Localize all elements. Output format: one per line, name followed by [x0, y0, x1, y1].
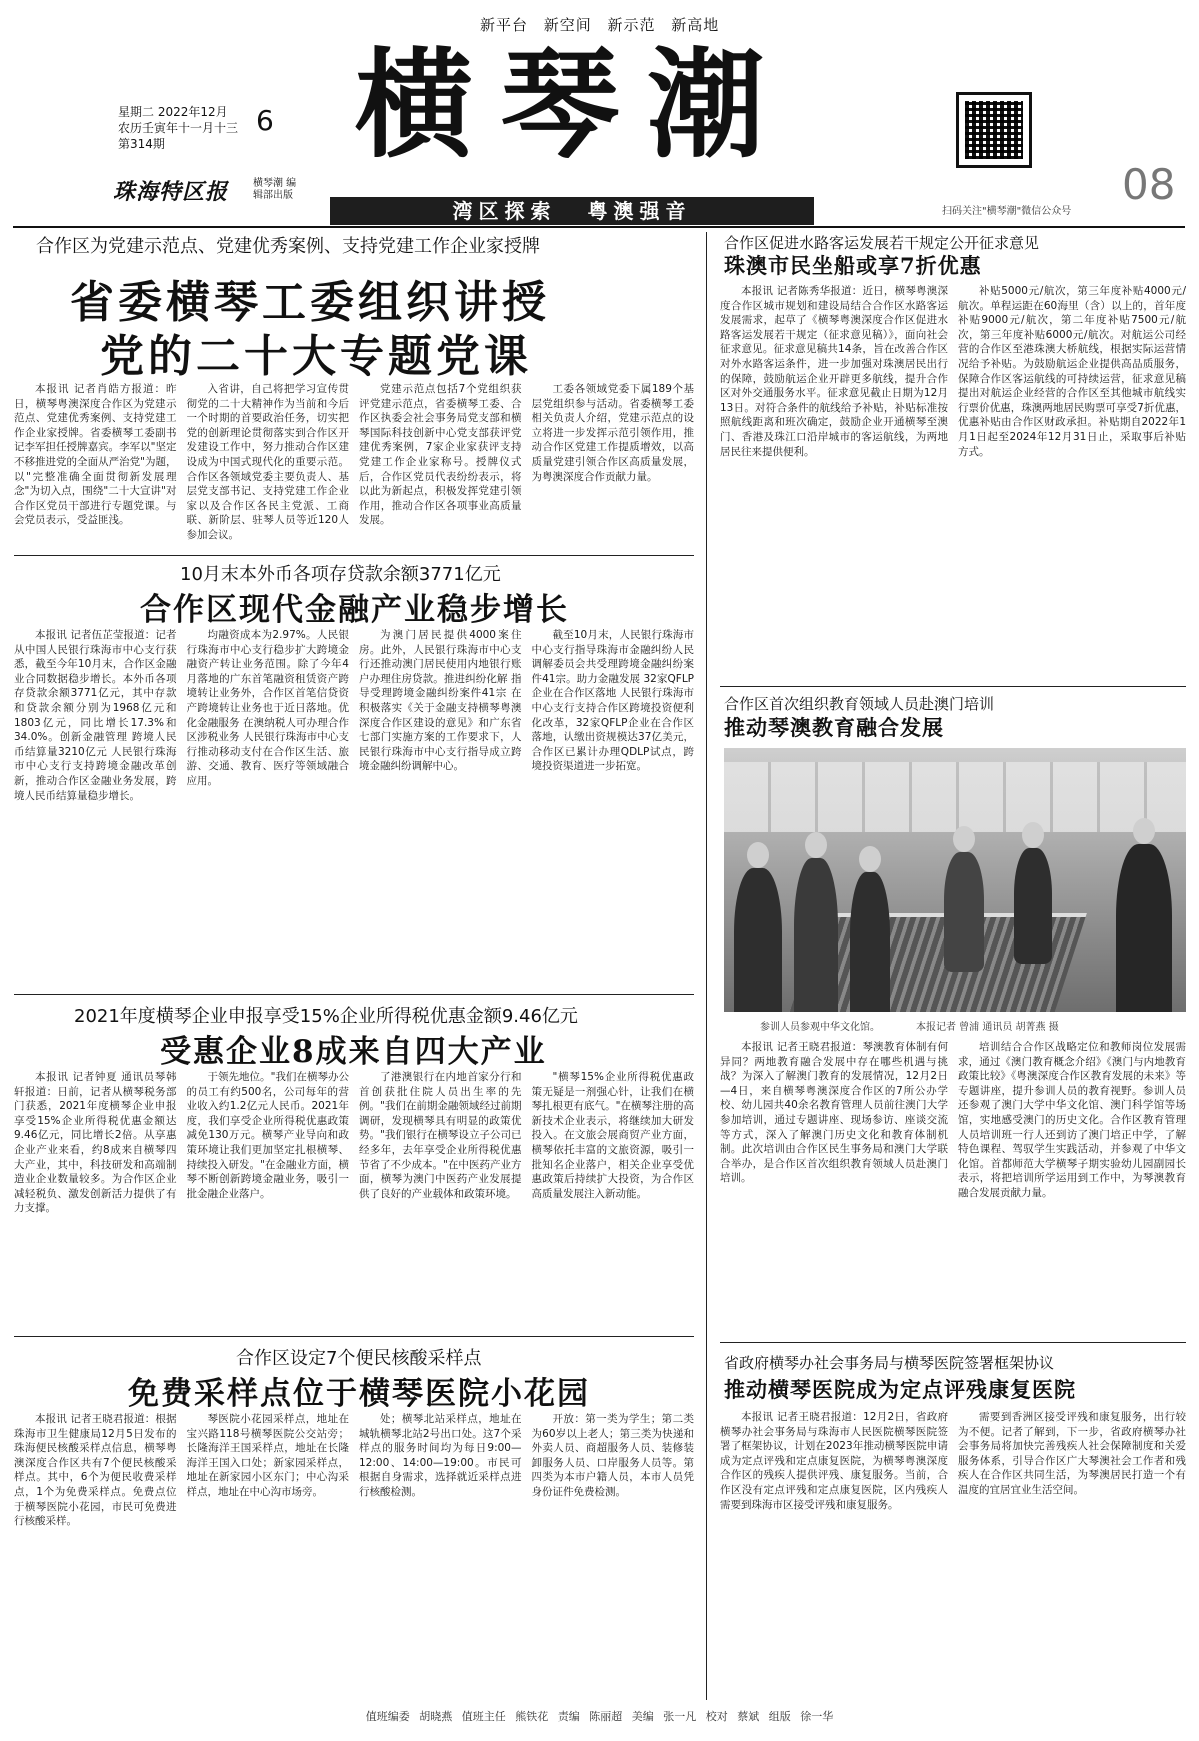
article-kicker: 合作区首次组织教育领域人员赴澳门培训 — [724, 695, 995, 713]
footer-credits: 值班编委 胡晓燕 值班主任 熊铁花 责编 陈丽超 美编 张一凡 校对 蔡斌 组版 徐一华 — [365, 1710, 834, 1723]
article-kicker: 10月末本外币各项存贷款余额3771亿元 — [180, 564, 501, 585]
masthead-divider — [13, 226, 1185, 228]
article-body — [14, 1070, 694, 1330]
article-column: "横琴15%企业所得税优惠政策无疑是一剂强心针，让我们在横琴扎根更有底气。"在横琴注册的高新技术企业表示，将继续加大研发投入。在文旅会展商贸产业方面，横琴依托丰富的文旅资源，吸引一批知名企业落户，相关企业享受优惠政策后持续扩大投资，为合作区高质量发展注入新动能。 — [531, 1071, 694, 1200]
article-column: 开放：第一类为学生；第二类为60岁以上老人；第三类为快递和外卖人员、商超服务人员、装修装卸服务人员、口岸服务人员等。第四类为本市户籍人员，本市人员凭身份证件免费检测。 — [531, 1413, 694, 1498]
qr-code-icon[interactable] — [956, 92, 1032, 168]
article-headline: 推动琴澳教育融合发展 — [724, 715, 944, 740]
article-divider — [14, 555, 694, 556]
brand-subtitle: 横琴潮 编辑部出版 — [253, 178, 297, 201]
article-column: 截至10月末，人民银行珠海市中心支行指导珠海市金融纠纷人民调解委员会共受理跨境金融纠纷案件41宗。助力金融发展 32家QFLP企业在合作区落地 人民银行珠海市中心支行支持合作区跨境投资便利化改革，32家QFLP企业在合作区落地，认缴出资规模达37亿美元，合作区已累计办理QDLP试点，跨境投资渠道进一步拓宽。 — [531, 629, 694, 773]
article-column: 了港澳银行在内地首家分行和首创获批住院人员出生率的先例。"我们在前期金融领域经过前期调研，发现横琴具有明显的政策优势。"我们银行在横琴设立子公司已经多年，去年享受企业所得税优惠节省了不少成本。"在中医药产业方面，横琴为澳门中医药产业发展提供了良好的产业载体和政策环境。 — [359, 1071, 522, 1200]
article-body — [720, 1410, 1186, 1702]
article-column: 于领先地位。"我们在横琴办公的员工有约500名，公司每年的营业收入约1.2亿元人民币。2021年度，我们享受企业所得税优惠政策减免130万元。横琴产业导向和政策环境让我们更加坚定扎根横琴、持续投入研发。"在金融业方面，横琴不断创新跨境金融业务，吸引一批金融企业落户。 — [186, 1071, 349, 1200]
article-column: 培训结合合作区战略定位和教师岗位发展需求，通过《澳门教育概念介绍》《澳门与内地教育政策比较》《粤澳深度合作区教育发展的未来》等专题讲座，提升参训人员的教育视野。参训人员还参观了澳门大学中华文化馆、澳门科学馆等场馆，实地感受澳门的历史文化。合作区教育管理人员培训班一行人还到访了澳门培正中学，了解特色课程、驾驭学生实践活动，并参观了中华文化馆。首都师范大学横琴子期实验幼儿园副园长表示，将把培训所学运用到工作中，为琴澳教育融合发展贡献力量。 — [958, 1041, 1186, 1199]
article-headline: 珠澳市民坐船或享7折优惠 — [724, 253, 982, 278]
article-column: 需要到香洲区接受评残和康复服务，出行较为不便。记者了解到，下一步，省政府横琴办社会事务局将加快完善残疾人社会保障制度和关爱服务体系，引导合作区广大琴澳社会工作者和残疾人在合作区共同生活，为琴澳居民打造一个有温度的宜居宜业生活空间。 — [958, 1411, 1186, 1496]
article-body — [720, 1040, 1186, 1332]
article-divider — [14, 1336, 694, 1337]
brand-logo: 珠海特区报 — [113, 179, 229, 205]
article-photo — [724, 748, 1186, 1012]
article-headline: 推动横琴医院成为定点评残康复医院 — [724, 1377, 1076, 1402]
masthead-slogan: 新平台 新空间 新示范 新高地 — [480, 16, 720, 34]
article-kicker: 省政府横琴办社会事务局与横琴医院签署框架协议 — [724, 1354, 1055, 1372]
day-number: 6 — [256, 104, 274, 137]
weekday-date: 星期二 2022年12月 — [118, 105, 228, 119]
page-number: 08 — [1122, 160, 1176, 209]
article-column: 均融资成本为2.97%。人民银行珠海市中心支行稳步扩大跨境金融资产转让业务范围。除了今年4月落地的广东首笔融资租赁资产跨境转让业务外，合作区首笔信贷资产跨境转让业务也于近日落地。优化金融服务 在澳纳税人可办理合作区涉税业务 人民银行珠海市中心支行推动移动支付在合作区生活、旅游、交通、教育、医疗等领域融合应用。 — [186, 629, 349, 787]
article-headline: 党的二十大专题党课 — [100, 331, 532, 382]
date-info — [118, 104, 274, 152]
article-kicker: 合作区为党建示范点、党建优秀案例、支持党建工作企业家授牌 — [36, 236, 540, 257]
article-divider — [720, 1342, 1186, 1343]
issue-number: 第314期 — [118, 137, 165, 151]
article-column: 本报讯 记者肖皓方报道：昨日，横琴粤澳深度合作区为党建示范点、党建优秀案例、支持党建工作企业家授牌。省委横琴工委副书记李军担任授牌嘉宾。李军以"坚定不移推进党的全面从严治党"为题，以"完整准确全面贯彻新发展理念"为切入点，围绕"二十大宣讲"对合作区党员干部进行专题党课。与会党员表示，受益匪浅。 — [14, 383, 177, 527]
section-divider — [706, 232, 707, 1700]
article-column: 补贴5000元/航次，第三年度补贴4000元/航次。单程运距在60海里（含）以上的，首年度补贴9000元/航次，第二年度补贴7500元/航次，第三年度补贴6000元/航次。对航运公司经营的合作区至港珠澳大桥航线，根据实际运营情况给予补贴。为鼓励航运企业提供高品质服务，保障合作区客运航线的可持续运营，征求意见稿提出对航运企业经营的合作区至其他城市航线实行票价优惠，珠澳两地居民购票可享受7折优惠，优惠补贴由合作区财政承担。补贴期自2022年1月1日起至2024年12月31日止，采取事后补贴方式。 — [958, 285, 1186, 458]
article-divider — [720, 686, 1186, 687]
article-column: 本报讯 记者陈秀华报道：近日，横琴粤澳深度合作区城市规划和建设局结合合作区水路客运发展需求，起草了《横琴粤澳深度合作区促进水路客运发展若干规定（征求意见稿）》，面向社会征求意见。征求意见稿共14条，旨在改善合作区对外水路客运条件，进一步加强对珠澳居民出行的保障，鼓励航运企业开辟更多航线，提升合作区对外交通服务水平。征求意见截止日期为12月13日。对符合条件的航线给予补贴，补贴标准按照航线距离和班次确定，鼓励企业开通横琴至澳门、香港及珠江口沿岸城市的客运航线，为两地居民往来提供便利。 — [720, 285, 948, 458]
article-headline: 免费采样点位于横琴医院小花园 — [128, 1376, 590, 1412]
masthead-banner: 湾区探索 粤澳强音 — [330, 197, 814, 225]
article-column: 入省讲，自己将把学习宣传贯彻党的二十大精神作为当前和今后一个时期的首要政治任务，切实把党的创新理论贯彻落实到合作区开发建设工作中，努力推动合作区建设成为中国式现代化的重要示范。合作区各领域党委主要负责人、基层党支部书记、支持党建工作企业家以及合作区各民主党派、工商联、新阶层、驻琴人员等近120人参加会议。 — [186, 383, 349, 541]
qr-caption: 扫码关注"横琴潮"微信公众号 — [942, 206, 1072, 217]
article-column: 本报讯 记者伍芷莹报道：记者从中国人民银行珠海市中心支行获悉，截至今年10月末，合作区金融业合同数据稳步增长。本外币各项存贷款余额3771亿元，其中存款和贷款余额分别为1968亿元和1803亿元，同比增长17.3%和34.0%。创新金融管理 跨境人民币结算量3210亿元 人民银行珠海市中心支行支持跨境金融改革创新，推动合作区金融业务发展，跨境人民币结算量稳步增长。 — [14, 629, 177, 802]
lunar-date: 农历壬寅年十一月十三 — [118, 121, 239, 135]
article-divider — [14, 994, 694, 995]
article-headline: 合作区现代金融产业稳步增长 — [140, 592, 569, 628]
masthead — [0, 0, 1199, 228]
article-column: 党建示范点包括7个党组织获评党建示范点，省委横琴工委、合作区执委会社会事务局党支部和横琴国际科技创新中心党支部获评党建优秀案例，7家企业家获评支持党建工作企业家称号。授牌仪式后，合作区党员代表纷纷表示，将以此为新起点，积极发挥党建引领作用，推动合作区各项事业高质量发展。 — [359, 383, 522, 527]
article-column: 为澳门居民提供4000案住房。此外，人民银行珠海市中心支行还推动澳门居民使用内地银行账户办理住房贷款。推进纠纷化解 指导受理跨境金融纠纷案件41宗 在积极落实《关于金融支持横琴粤澳深度合作区建设的意见》和广东省七部门实施方案的工作要求下，人民银行珠海市中心支行指导成立跨境金融纠纷调解中心。 — [359, 629, 522, 773]
photo-credit: 本报记者 曾浦 通讯员 胡菁燕 摄 — [916, 1022, 1059, 1033]
article-body — [14, 1412, 694, 1702]
paper-title: 横琴潮 — [355, 35, 794, 174]
article-headline: 受惠企业8成来自四大产业 — [160, 1034, 547, 1070]
article-column: 本报讯 记者王晓君报道：根据珠海市卫生健康局12月5日发布的珠海便民核酸采样点信息，横琴粤澳深度合作区共有7个便民核酸采样点。其中，6个为便民收费采样点，1个为免费采样点。免费点位于横琴医院小花园，市民可免费进行核酸采样。 — [14, 1413, 177, 1528]
article-body — [14, 382, 694, 552]
article-column: 本报讯 记者钟夏 通讯员琴韩轩报道：日前，记者从横琴税务部门获悉，2021年度横琴企业申报享受15%企业所得税优惠金额达9.46亿元，同比增长2倍。从享惠企业产业来看，约8成来自横琴四大产业，其中，科技研发和高端制造业企业数量较多。为合作区企业减轻税负、激发创新活力提供了有力支撑。 — [14, 1071, 177, 1215]
article-kicker: 合作区设定7个便民核酸采样点 — [236, 1348, 482, 1369]
photo-caption: 参训人员参观中华文化馆。 — [760, 1022, 880, 1033]
article-column: 本报讯 记者王晓君报道：12月2日，省政府横琴办社会事务局与珠海市人民医院横琴医院签署了框架协议，计划在2023年推动横琴医院申请成为定点评残和定点康复医院，为横琴粤澳深度合作区的残疾人提供评残、康复服务。当前，合作区没有定点评残和定点康复医院，区内残疾人需要到珠海市区接受评残和康复服务。 — [720, 1411, 948, 1511]
article-kicker: 合作区促进水路客运发展若干规定公开征求意见 — [724, 234, 1040, 252]
article-column: 本报讯 记者王晓君报道：琴澳教育体制有何异同？两地教育融合发展中存在哪些机遇与挑战？为深入了解澳门教育的发展情况，12月2日—4日，来自横琴粤澳深度合作区的7所公办学校、幼儿园共40余名教育管理人员前往澳门大学参加培训，通过专题讲座、现场参访、座谈交流等方式，深入了解澳门历史文化和教育体制机制。此次培训由合作区民生事务局和澳门大学联合举办，是合作区首次组织教育领域人员赴澳门培训。 — [720, 1041, 948, 1185]
article-column: 工委各领域党委下属189个基层党组织参与活动。省委横琴工委相关负责人介绍，党建示范点的设立将进一步发挥示范引领作用，推动合作区党建工作提质增效，以高质量党建引领合作区高质量发展，为粤澳深度合作贡献力量。 — [531, 383, 694, 483]
article-kicker: 2021年度横琴企业申报享受15%企业所得税优惠金额9.46亿元 — [74, 1006, 578, 1027]
article-headline: 省委横琴工委组织讲授 — [70, 277, 550, 328]
article-body — [14, 628, 694, 984]
article-column: 琴医院小花园采样点，地址在宝兴路118号横琴医院公交站旁；长隆海洋王国采样点，地址在长隆海洋王国入口处；新家园采样点，地址在新家园小区东门；中心沟采样点，地址在中心沟市场旁。 — [186, 1413, 349, 1498]
article-body — [720, 284, 1186, 678]
article-column: 处；横琴北站采样点，地址在城轨横琴北站2号出口处。这7个采样点的服务时间均为每日9:00—12:00、14:00—19:00。市民可根据自身需求，选择就近采样点进行核酸检测。 — [359, 1413, 522, 1498]
